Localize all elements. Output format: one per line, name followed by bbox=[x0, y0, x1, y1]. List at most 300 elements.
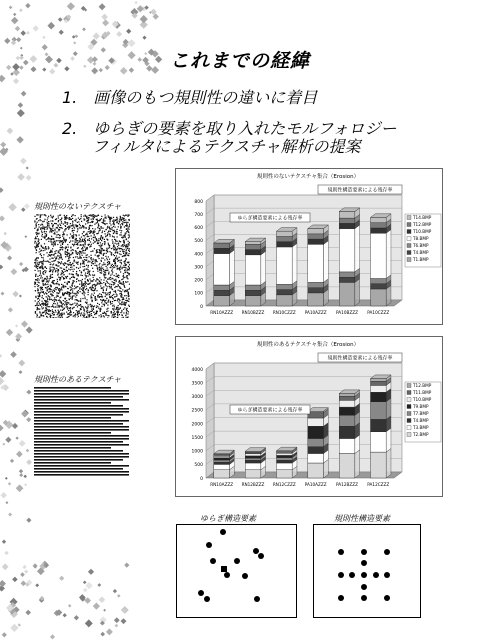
noise-pixel bbox=[93, 263, 94, 264]
decorative-diamond bbox=[10, 351, 17, 358]
decorative-diamond bbox=[39, 562, 47, 570]
noise-pixel bbox=[57, 303, 58, 304]
noise-pixel bbox=[65, 240, 66, 241]
noise-pixel bbox=[113, 305, 114, 306]
noise-pixel bbox=[45, 248, 46, 249]
noise-pixel bbox=[35, 296, 36, 297]
noise-pixel bbox=[108, 215, 109, 216]
noise-pixel bbox=[39, 267, 40, 268]
noise-pixel bbox=[104, 259, 105, 260]
noise-pixel bbox=[64, 240, 65, 241]
noise-pixel bbox=[110, 218, 111, 219]
noise-pixel bbox=[123, 284, 124, 285]
noise-pixel bbox=[123, 236, 124, 237]
noise-pixel bbox=[43, 236, 44, 237]
bar-segment bbox=[371, 379, 387, 382]
noise-pixel bbox=[74, 220, 75, 221]
noise-pixel bbox=[85, 216, 86, 217]
noise-pixel bbox=[75, 296, 76, 297]
noise-pixel bbox=[88, 275, 89, 276]
noise-pixel bbox=[71, 304, 72, 305]
noise-pixel bbox=[65, 218, 66, 219]
noise-pixel bbox=[104, 231, 105, 232]
noise-pixel bbox=[106, 250, 107, 251]
noise-pixel bbox=[59, 242, 60, 243]
bar-segment bbox=[277, 460, 293, 463]
noise-pixel bbox=[66, 312, 67, 313]
noise-pixel bbox=[40, 216, 41, 217]
noise-pixel bbox=[40, 315, 41, 316]
noise-pixel bbox=[103, 280, 104, 281]
noise-pixel bbox=[112, 264, 113, 265]
x-tick-label: RN10CZZZ bbox=[272, 310, 296, 315]
decorative-diamond bbox=[5, 477, 8, 480]
noise-pixel bbox=[51, 295, 52, 296]
decorative-diamond bbox=[67, 2, 75, 10]
noise-pixel bbox=[79, 312, 80, 313]
noise-pixel bbox=[105, 241, 106, 242]
noise-pixel bbox=[100, 229, 101, 230]
noise-pixel bbox=[111, 270, 112, 271]
noise-pixel bbox=[39, 242, 40, 243]
noise-pixel bbox=[120, 227, 121, 228]
noise-pixel bbox=[95, 296, 96, 297]
noise-pixel bbox=[121, 296, 122, 297]
noise-pixel bbox=[95, 288, 96, 289]
noise-pixel bbox=[61, 315, 62, 316]
noise-pixel bbox=[53, 312, 54, 313]
noise-pixel bbox=[105, 236, 106, 237]
noise-pixel bbox=[115, 250, 116, 251]
noise-pixel bbox=[97, 306, 98, 307]
noise-pixel bbox=[107, 227, 108, 228]
noise-pixel bbox=[99, 249, 100, 250]
noise-pixel bbox=[86, 283, 87, 284]
noise-pixel bbox=[84, 235, 85, 236]
decorative-diamond bbox=[10, 459, 14, 463]
noise-pixel bbox=[57, 271, 58, 272]
y-tick-label: 200 bbox=[194, 278, 203, 284]
noise-pixel bbox=[65, 303, 66, 304]
noise-pixel bbox=[105, 264, 106, 265]
noise-pixel bbox=[123, 273, 124, 274]
noise-pixel bbox=[114, 306, 115, 307]
noise-pixel bbox=[78, 311, 79, 312]
noise-pixel bbox=[58, 313, 59, 314]
noise-pixel bbox=[69, 219, 70, 220]
noise-pixel bbox=[53, 242, 54, 243]
noise-pixel bbox=[123, 253, 124, 254]
noise-pixel bbox=[53, 290, 54, 291]
stripe-line bbox=[34, 393, 129, 395]
decorative-diamond bbox=[15, 324, 18, 327]
decorative-diamond bbox=[15, 333, 22, 340]
noise-pixel bbox=[47, 223, 48, 224]
decorative-diamond bbox=[5, 501, 8, 504]
decorative-diamond bbox=[16, 337, 21, 342]
noise-pixel bbox=[115, 243, 116, 244]
noise-pixel bbox=[94, 248, 95, 249]
noise-pixel bbox=[45, 227, 46, 228]
decorative-diamond bbox=[121, 618, 127, 624]
noise-pixel bbox=[37, 244, 38, 245]
noise-pixel bbox=[105, 302, 106, 303]
noise-pixel bbox=[36, 305, 37, 306]
noise-pixel bbox=[38, 264, 39, 265]
noise-pixel bbox=[114, 280, 115, 281]
noise-pixel bbox=[108, 261, 109, 262]
noise-pixel bbox=[72, 244, 73, 245]
noise-pixel bbox=[101, 306, 102, 307]
decorative-diamond bbox=[4, 551, 8, 555]
noise-pixel bbox=[95, 285, 96, 286]
noise-pixel bbox=[59, 262, 60, 263]
decorative-diamond bbox=[7, 255, 12, 260]
noise-pixel bbox=[73, 245, 74, 246]
noise-pixel bbox=[79, 311, 80, 312]
noise-pixel bbox=[70, 240, 71, 241]
noise-pixel bbox=[69, 242, 70, 243]
noise-pixel bbox=[82, 298, 83, 299]
noise-pixel bbox=[121, 279, 122, 280]
noise-pixel bbox=[121, 268, 122, 269]
noise-pixel bbox=[70, 311, 71, 312]
noise-pixel bbox=[37, 268, 38, 269]
noise-pixel bbox=[62, 276, 63, 277]
noise-pixel bbox=[76, 299, 77, 300]
noise-pixel bbox=[103, 269, 104, 270]
noise-pixel bbox=[67, 317, 68, 318]
noise-pixel bbox=[126, 229, 127, 230]
y-tick-label: 700 bbox=[194, 212, 203, 218]
noise-pixel bbox=[57, 307, 58, 308]
noise-pixel bbox=[52, 277, 53, 278]
noise-pixel bbox=[114, 255, 115, 256]
legend-label: T3.BMP bbox=[413, 425, 429, 430]
stripe-line bbox=[34, 456, 129, 458]
noise-pixel bbox=[36, 265, 37, 266]
chart-irregular-svg bbox=[176, 169, 442, 324]
noise-pixel bbox=[91, 315, 92, 316]
noise-pixel bbox=[112, 315, 113, 316]
noise-pixel bbox=[72, 221, 73, 222]
noise-pixel bbox=[107, 262, 108, 263]
decorative-diamond bbox=[93, 603, 100, 610]
noise-pixel bbox=[113, 246, 114, 247]
noise-pixel bbox=[51, 270, 52, 271]
noise-pixel bbox=[58, 273, 59, 274]
bar-segment-side bbox=[386, 230, 391, 279]
noise-pixel bbox=[118, 277, 119, 278]
noise-pixel bbox=[112, 230, 113, 231]
noise-pixel bbox=[69, 299, 70, 300]
noise-pixel bbox=[125, 225, 126, 226]
noise-pixel bbox=[59, 227, 60, 228]
noise-pixel bbox=[92, 280, 93, 281]
noise-pixel bbox=[56, 231, 57, 232]
element-dot bbox=[338, 595, 344, 601]
noise-pixel bbox=[76, 238, 77, 239]
noise-pixel bbox=[126, 312, 127, 313]
noise-pixel bbox=[50, 239, 51, 240]
noise-pixel bbox=[41, 297, 42, 298]
noise-pixel bbox=[58, 277, 59, 278]
noise-pixel bbox=[90, 241, 91, 242]
noise-pixel bbox=[52, 248, 53, 249]
decorative-diamond bbox=[64, 19, 68, 23]
noise-pixel bbox=[63, 277, 64, 278]
noise-pixel bbox=[105, 296, 106, 297]
noise-pixel bbox=[114, 220, 115, 221]
noise-pixel bbox=[95, 229, 96, 230]
noise-pixel bbox=[106, 253, 107, 254]
decorative-diamond bbox=[12, 291, 19, 298]
noise-pixel bbox=[100, 282, 101, 283]
noise-pixel bbox=[77, 256, 78, 257]
noise-pixel bbox=[107, 270, 108, 271]
noise-pixel bbox=[104, 300, 105, 301]
noise-pixel bbox=[59, 305, 60, 306]
decorative-diamond bbox=[124, 563, 129, 568]
noise-pixel bbox=[101, 279, 102, 280]
noise-pixel bbox=[67, 244, 68, 245]
noise-pixel bbox=[35, 262, 36, 263]
noise-pixel bbox=[126, 226, 127, 227]
noise-pixel bbox=[48, 225, 49, 226]
noise-pixel bbox=[51, 223, 52, 224]
decorative-diamond bbox=[101, 34, 106, 39]
noise-pixel bbox=[95, 300, 96, 301]
noise-pixel bbox=[107, 279, 108, 280]
noise-pixel bbox=[53, 317, 54, 318]
noise-pixel bbox=[96, 307, 97, 308]
noise-pixel bbox=[126, 222, 127, 223]
noise-pixel bbox=[67, 250, 68, 251]
noise-pixel bbox=[36, 223, 37, 224]
bar-segment bbox=[339, 454, 355, 479]
noise-pixel bbox=[42, 281, 43, 282]
noise-pixel bbox=[107, 293, 108, 294]
noise-pixel bbox=[80, 304, 81, 305]
noise-pixel bbox=[115, 265, 116, 266]
noise-pixel bbox=[67, 284, 68, 285]
noise-pixel bbox=[38, 238, 39, 239]
noise-pixel bbox=[68, 257, 69, 258]
noise-pixel bbox=[78, 221, 79, 222]
noise-pixel bbox=[80, 244, 81, 245]
noise-pixel bbox=[37, 278, 38, 279]
noise-pixel bbox=[46, 248, 47, 249]
noise-pixel bbox=[50, 228, 51, 229]
noise-pixel bbox=[80, 252, 81, 253]
noise-pixel bbox=[93, 240, 94, 241]
noise-pixel bbox=[72, 299, 73, 300]
noise-pixel bbox=[47, 289, 48, 290]
noise-pixel bbox=[109, 294, 110, 295]
noise-pixel bbox=[115, 241, 116, 242]
noise-pixel bbox=[45, 215, 46, 216]
noise-pixel bbox=[81, 248, 82, 249]
noise-pixel bbox=[95, 262, 96, 263]
noise-pixel bbox=[55, 253, 56, 254]
noise-pixel bbox=[115, 296, 116, 297]
noise-pixel bbox=[125, 315, 126, 316]
noise-pixel bbox=[104, 243, 105, 244]
noise-pixel bbox=[72, 292, 73, 293]
element-dot bbox=[361, 549, 367, 555]
noise-pixel bbox=[38, 224, 39, 225]
noise-pixel bbox=[114, 311, 115, 312]
noise-pixel bbox=[123, 276, 124, 277]
noise-pixel bbox=[95, 255, 96, 256]
noise-pixel bbox=[38, 265, 39, 266]
noise-pixel bbox=[73, 293, 74, 294]
noise-pixel bbox=[53, 225, 54, 226]
noise-pixel bbox=[43, 280, 44, 281]
noise-pixel bbox=[85, 289, 86, 290]
noise-pixel bbox=[53, 243, 54, 244]
noise-pixel bbox=[107, 232, 108, 233]
noise-pixel bbox=[60, 290, 61, 291]
noise-pixel bbox=[86, 299, 87, 300]
noise-pixel bbox=[118, 243, 119, 244]
noise-pixel bbox=[69, 226, 70, 227]
decorative-diamond bbox=[121, 606, 129, 614]
noise-pixel bbox=[78, 275, 79, 276]
noise-pixel bbox=[98, 232, 99, 233]
noise-pixel bbox=[77, 303, 78, 304]
noise-pixel bbox=[122, 250, 123, 251]
x-tick-label: RN12CZZZ bbox=[272, 482, 296, 487]
noise-pixel bbox=[92, 228, 93, 229]
element-dot bbox=[210, 558, 216, 564]
noise-pixel bbox=[74, 303, 75, 304]
noise-pixel bbox=[67, 222, 68, 223]
noise-pixel bbox=[94, 224, 95, 225]
noise-pixel bbox=[60, 247, 61, 248]
decorative-diamond bbox=[74, 35, 77, 38]
y-tick-label: 400 bbox=[194, 252, 203, 258]
noise-pixel bbox=[56, 240, 57, 241]
noise-pixel bbox=[82, 306, 83, 307]
decorative-diamond bbox=[84, 9, 87, 12]
noise-pixel bbox=[81, 309, 82, 310]
noise-pixel bbox=[84, 297, 85, 298]
noise-pixel bbox=[128, 227, 129, 228]
noise-pixel bbox=[113, 217, 114, 218]
noise-pixel bbox=[72, 215, 73, 216]
bar-segment bbox=[214, 456, 230, 458]
bar-segment bbox=[308, 447, 324, 454]
noise-pixel bbox=[68, 256, 69, 257]
noise-pixel bbox=[116, 318, 117, 319]
noise-pixel bbox=[42, 263, 43, 264]
noise-pixel bbox=[58, 293, 59, 294]
noise-pixel bbox=[49, 231, 50, 232]
noise-pixel bbox=[97, 296, 98, 297]
noise-pixel bbox=[42, 234, 43, 235]
noise-pixel bbox=[42, 232, 43, 233]
noise-pixel bbox=[39, 251, 40, 252]
noise-pixel bbox=[85, 241, 86, 242]
decorative-diamond bbox=[20, 30, 26, 36]
noise-pixel bbox=[78, 290, 79, 291]
noise-pixel bbox=[122, 304, 123, 305]
stripe-line bbox=[34, 426, 129, 428]
noise-pixel bbox=[81, 227, 82, 228]
noise-pixel bbox=[51, 216, 52, 217]
noise-pixel bbox=[37, 233, 38, 234]
noise-pixel bbox=[53, 245, 54, 246]
noise-pixel bbox=[118, 290, 119, 291]
decorative-diamond bbox=[17, 173, 24, 180]
noise-pixel bbox=[95, 281, 96, 282]
noise-pixel bbox=[79, 284, 80, 285]
noise-pixel bbox=[115, 252, 116, 253]
noise-pixel bbox=[129, 224, 130, 225]
noise-pixel bbox=[108, 272, 109, 273]
bar-segment-side bbox=[261, 251, 266, 285]
noise-pixel bbox=[56, 250, 57, 251]
noise-pixel bbox=[124, 287, 125, 288]
decorative-diamond bbox=[39, 596, 44, 601]
noise-pixel bbox=[43, 307, 44, 308]
noise-pixel bbox=[36, 252, 37, 253]
bar-segment bbox=[245, 290, 261, 295]
noise-pixel bbox=[128, 241, 129, 242]
noise-pixel bbox=[102, 238, 103, 239]
decorative-diamond bbox=[13, 78, 19, 84]
noise-pixel bbox=[72, 308, 73, 309]
decorative-diamond bbox=[141, 6, 147, 12]
noise-pixel bbox=[59, 215, 60, 216]
noise-pixel bbox=[80, 218, 81, 219]
noise-pixel bbox=[68, 269, 69, 270]
legend-swatch bbox=[407, 405, 411, 409]
noise-pixel bbox=[93, 309, 94, 310]
noise-pixel bbox=[106, 248, 107, 249]
noise-pixel bbox=[100, 299, 101, 300]
x-tick-label: RN12BZZZ bbox=[241, 482, 265, 487]
noise-pixel bbox=[87, 307, 88, 308]
noise-pixel bbox=[36, 243, 37, 244]
noise-pixel bbox=[124, 222, 125, 223]
noise-pixel bbox=[129, 235, 130, 236]
decorative-diamond bbox=[72, 35, 75, 38]
noise-pixel bbox=[106, 298, 107, 299]
noise-pixel bbox=[50, 278, 51, 279]
noise-pixel bbox=[97, 303, 98, 304]
noise-pixel bbox=[105, 270, 106, 271]
noise-pixel bbox=[99, 293, 100, 294]
noise-pixel bbox=[119, 309, 120, 310]
noise-pixel bbox=[80, 291, 81, 292]
stripe-line bbox=[34, 396, 123, 398]
irregular-texture-label: 規則性のないテクスチャ bbox=[34, 202, 122, 211]
noise-pixel bbox=[56, 283, 57, 284]
noise-pixel bbox=[65, 228, 66, 229]
noise-pixel bbox=[128, 301, 129, 302]
noise-pixel bbox=[44, 229, 45, 230]
noise-pixel bbox=[68, 253, 69, 254]
decorative-diamond bbox=[12, 577, 18, 583]
noise-pixel bbox=[67, 306, 68, 307]
noise-pixel bbox=[97, 284, 98, 285]
regular-element-box bbox=[313, 524, 421, 618]
noise-pixel bbox=[93, 295, 94, 296]
noise-pixel bbox=[62, 314, 63, 315]
noise-pixel bbox=[112, 248, 113, 249]
